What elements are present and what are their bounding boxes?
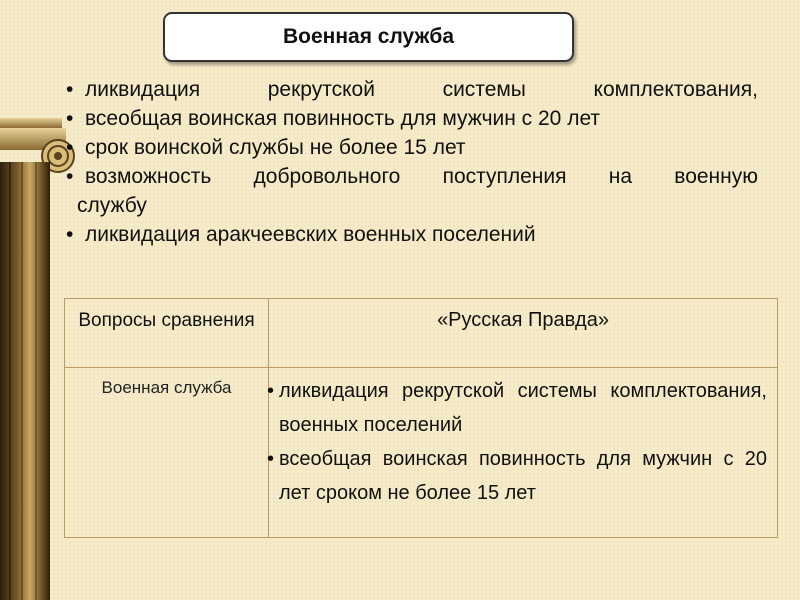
table-row-label: Военная служба	[65, 368, 269, 538]
bullet-continuation-text: службу	[77, 194, 147, 217]
table-cell	[269, 368, 778, 538]
table-header-cell: Вопросы сравнения	[65, 299, 269, 368]
bullet-item-continuation	[66, 191, 758, 220]
table-header-cell: «Русская Правда»	[269, 299, 778, 368]
table-cell-list	[269, 374, 767, 510]
bullet-item: • всеобщая воинская повинность для мужчин с 20 лет	[66, 104, 758, 133]
table-row	[65, 368, 778, 538]
slide-title-text: Военная служба	[282, 25, 455, 48]
bullet-item: • ликвидация аракчеевских военных поселений	[66, 220, 758, 249]
comparison-table	[64, 298, 778, 538]
bullet-item: • возможность добровольного поступления на военную	[66, 162, 758, 191]
slide-title	[163, 12, 574, 62]
bullet-list	[66, 75, 758, 249]
bullet-item: • срок воинской службы не более 15 лет	[66, 133, 758, 162]
table-header-row	[65, 299, 778, 368]
bullet-item: • ликвидация рекрутской системы комплектования,	[66, 75, 758, 104]
table-cell-item: • всеобщая воинская повинность для мужчин с 20 лет сроком не более 15 лет	[269, 442, 767, 510]
table-cell-item: • ликвидация рекрутской системы комплектования, военных поселений	[269, 374, 767, 442]
